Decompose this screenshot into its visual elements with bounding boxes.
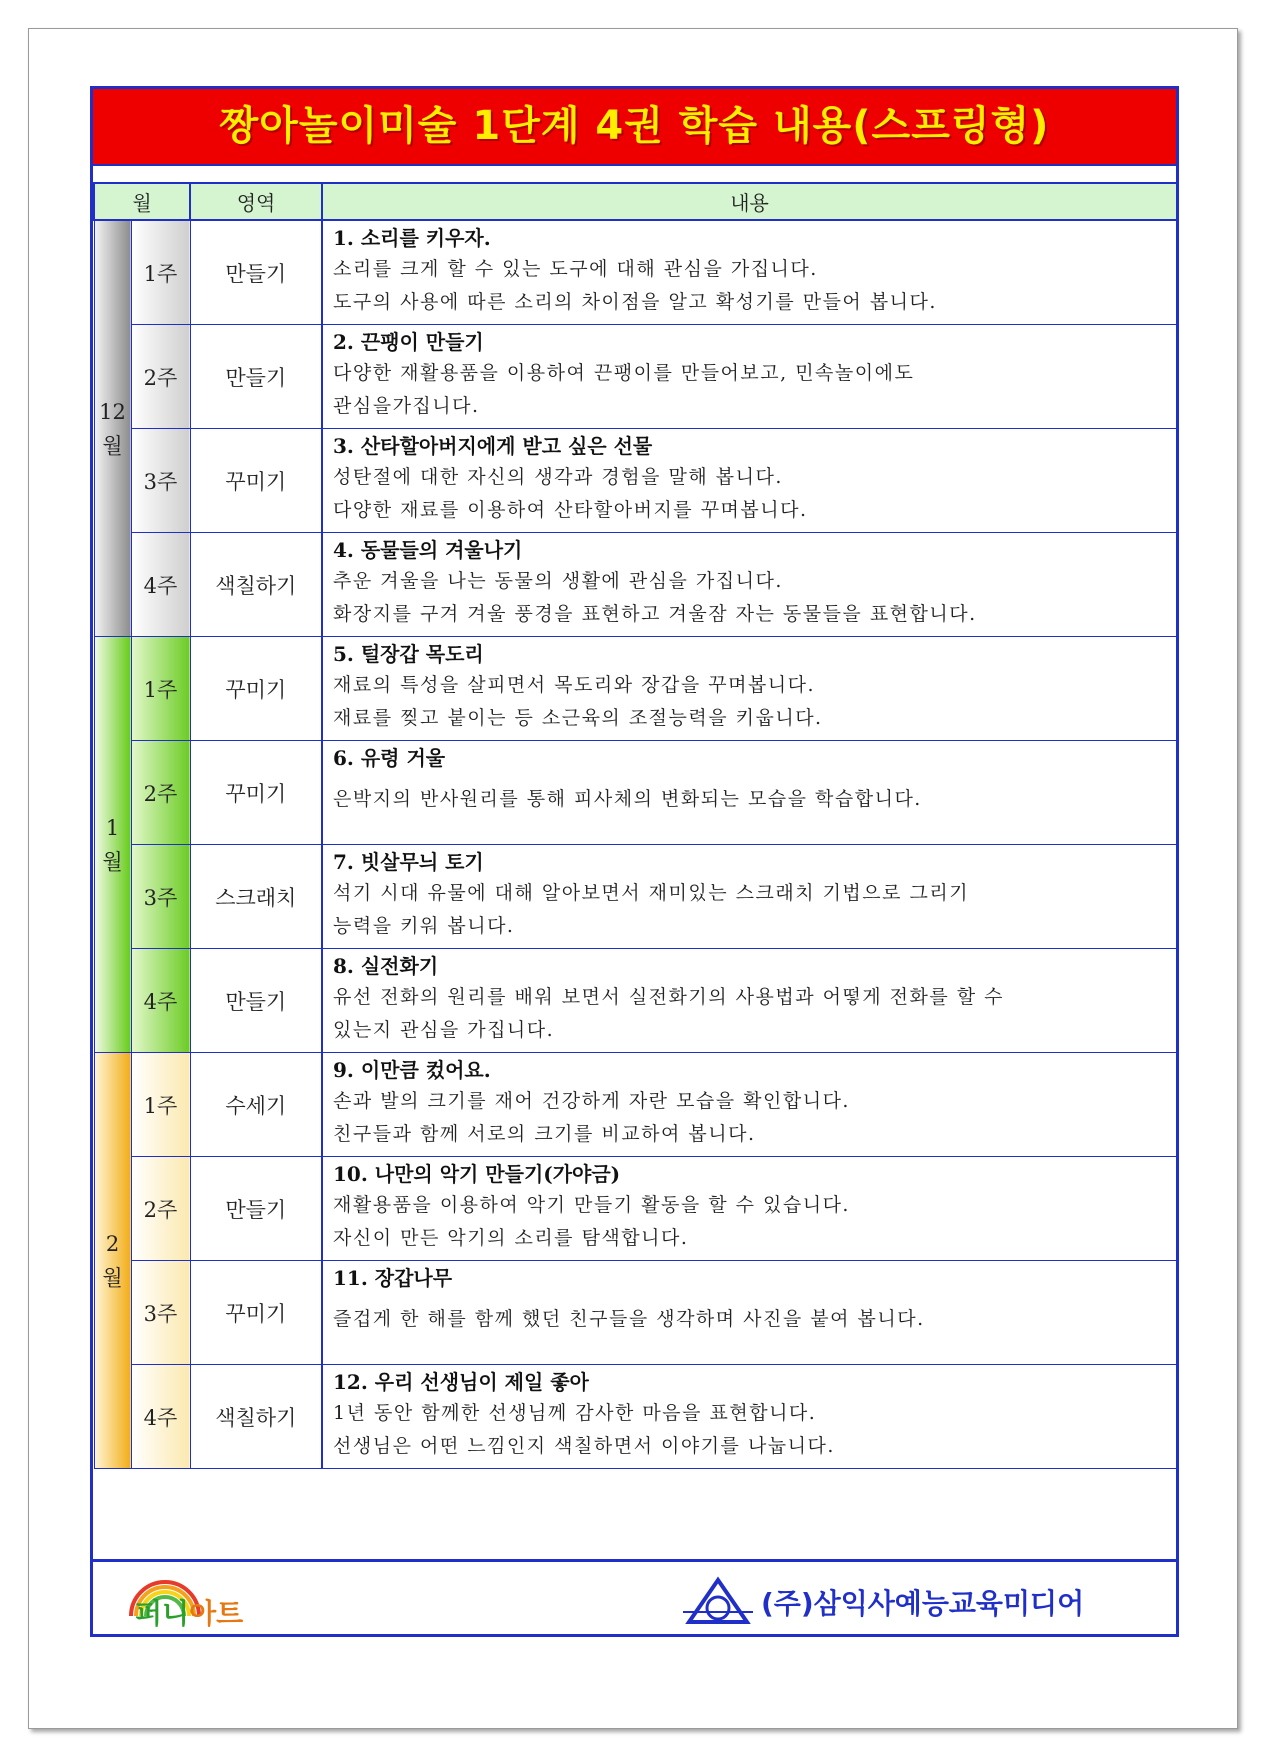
content-cell: [322, 220, 1177, 325]
lesson-title: 7. 빗살무늬 토기: [333, 850, 484, 874]
header-area: 영역: [190, 183, 322, 220]
table-row: [94, 741, 1177, 845]
area-cell: 꾸미기: [190, 429, 322, 533]
company-logo: [683, 1576, 1153, 1626]
content-cell: [322, 949, 1177, 1053]
table-row: [94, 429, 1177, 533]
table-row: [94, 1053, 1177, 1157]
lesson-description-line: 도구의 사용에 따른 소리의 차이점을 알고 확성기를 만들어 봅니다.: [333, 291, 937, 313]
lesson-title: 9. 이만큼 컸어요.: [333, 1058, 491, 1082]
content-cell: [322, 637, 1177, 741]
lesson-description-line: 재활용품을 이용하여 악기 만들기 활동을 할 수 있습니다.: [333, 1194, 850, 1216]
lesson-title: 5. 털장갑 목도리: [333, 642, 484, 666]
month-unit: 월: [102, 1265, 123, 1290]
lesson-description-line: 즐겁게 한 해를 함께 했던 친구들을 생각하며 사진을 붙여 봅니다.: [333, 1308, 925, 1330]
table-row: [94, 220, 1177, 325]
lesson-title: 8. 실전화기: [333, 954, 439, 978]
table-body: [94, 220, 1177, 1469]
footer: [93, 1559, 1176, 1637]
week-cell: 3주: [131, 429, 190, 533]
curriculum-sheet: [90, 86, 1179, 1637]
brand-part2: 아트: [189, 1597, 244, 1630]
month-cell: [94, 637, 131, 1053]
month-unit: 월: [102, 849, 123, 874]
table-row: [94, 637, 1177, 741]
header-content: 내용: [322, 183, 1177, 220]
content-cell: [322, 429, 1177, 533]
spacer: [333, 1293, 1176, 1303]
week-cell: 3주: [131, 1261, 190, 1365]
lesson-description-line: 은박지의 반사원리를 통해 피사체의 변화되는 모습을 학습합니다.: [333, 788, 922, 810]
lesson-description-line: 관심을가집니다.: [333, 395, 480, 417]
week-cell: 2주: [131, 741, 190, 845]
table-header-row: [94, 183, 1177, 220]
lesson-description-line: 있는지 관심을 가집니다.: [333, 1019, 555, 1041]
area-cell: 꾸미기: [190, 741, 322, 845]
document-title: 짱아놀이미술 1단계 4권 학습 내용(스프링형): [93, 89, 1176, 166]
lesson-title: 4. 동물들의 겨울나기: [333, 538, 523, 562]
week-cell: 1주: [131, 220, 190, 325]
lesson-description-line: 친구들과 함께 서로의 크기를 비교하여 봅니다.: [333, 1123, 756, 1145]
lesson-description-line: 석기 시대 유물에 대해 알아보면서 재미있는 스크래치 기법으로 그리기: [333, 882, 970, 904]
table-row: [94, 949, 1177, 1053]
content-cell: [322, 845, 1177, 949]
lesson-description-line: 다양한 재활용품을 이용하여 끈팽이를 만들어보고, 민속놀이에도: [333, 362, 915, 384]
brand-part1: 퍼니: [135, 1597, 190, 1630]
brand-name: [135, 1592, 243, 1632]
lesson-title: 2. 끈팽이 만들기: [333, 330, 484, 354]
week-cell: 4주: [131, 949, 190, 1053]
month-number: 1: [105, 815, 120, 840]
month-unit: 월: [102, 433, 123, 458]
lesson-description-line: 1년 동안 함께한 선생님께 감사한 마음을 표현합니다.: [333, 1402, 817, 1424]
month-number: 2: [105, 1231, 120, 1256]
lesson-title: 1. 소리를 키우자.: [333, 226, 491, 250]
lesson-description-line: 자신이 만든 악기의 소리를 탐색합니다.: [333, 1227, 689, 1249]
area-cell: 색칠하기: [190, 1365, 322, 1469]
month-number: 12: [99, 399, 126, 424]
content-cell: [322, 1157, 1177, 1261]
area-cell: 만들기: [190, 949, 322, 1053]
table-row: [94, 1157, 1177, 1261]
area-cell: 색칠하기: [190, 533, 322, 637]
lesson-title: 10. 나만의 악기 만들기(가야금): [333, 1162, 621, 1186]
table-row: [94, 845, 1177, 949]
month-cell: [94, 1053, 131, 1469]
lesson-description-line: 화장지를 구겨 겨울 풍경을 표현하고 겨울잠 자는 동물들을 표현합니다.: [333, 603, 977, 625]
lesson-description-line: 추운 겨울을 나는 동물의 생활에 관심을 가집니다.: [333, 570, 783, 592]
lesson-description-line: 손과 발의 크기를 재어 건강하게 자란 모습을 확인합니다.: [333, 1090, 850, 1112]
lesson-title: 12. 우리 선생님이 제일 좋아: [333, 1370, 589, 1394]
content-cell: [322, 1261, 1177, 1365]
table-row: [94, 533, 1177, 637]
triangle-emblem-icon: [683, 1576, 753, 1626]
table-row: [94, 1261, 1177, 1365]
week-cell: 3주: [131, 845, 190, 949]
lesson-description-line: 유선 전화의 원리를 배워 보면서 실전화기의 사용법과 어떻게 전화를 할 수: [333, 986, 1005, 1008]
area-cell: 만들기: [190, 1157, 322, 1261]
header-month: 월: [94, 183, 190, 220]
table-row: [94, 1365, 1177, 1469]
lesson-description-line: 능력을 키워 봅니다.: [333, 915, 515, 937]
lesson-title: 6. 유령 거울: [333, 746, 446, 770]
area-cell: 스크래치: [190, 845, 322, 949]
curriculum-table: [93, 182, 1178, 1469]
area-cell: 꾸미기: [190, 637, 322, 741]
content-cell: [322, 1053, 1177, 1157]
area-cell: 만들기: [190, 220, 322, 325]
week-cell: 2주: [131, 1157, 190, 1261]
week-cell: 4주: [131, 1365, 190, 1469]
company-name: (주)삼익사예능교육미디어: [761, 1587, 1085, 1620]
spacer: [333, 773, 1176, 783]
week-cell: 2주: [131, 325, 190, 429]
table-row: [94, 325, 1177, 429]
content-cell: [322, 741, 1177, 845]
area-cell: 수세기: [190, 1053, 322, 1157]
lesson-title: 3. 산타할아버지에게 받고 싶은 선물: [333, 434, 653, 458]
content-cell: [322, 1365, 1177, 1469]
week-cell: 1주: [131, 637, 190, 741]
lesson-description-line: 소리를 크게 할 수 있는 도구에 대해 관심을 가집니다.: [333, 258, 818, 280]
lesson-description-line: 재료를 찢고 붙이는 등 소근육의 조절능력을 키웁니다.: [333, 707, 823, 729]
lesson-title: 11. 장갑나무: [333, 1266, 453, 1290]
funnyart-logo: [123, 1574, 293, 1629]
lesson-description-line: 성탄절에 대한 자신의 생각과 경험을 말해 봅니다.: [333, 466, 783, 488]
month-cell: [94, 220, 131, 637]
lesson-description-line: 선생님은 어떤 느낌인지 색칠하면서 이야기를 나눕니다.: [333, 1435, 835, 1457]
lesson-description-line: 다양한 재료를 이용하여 산타할아버지를 꾸며봅니다.: [333, 499, 808, 521]
week-cell: 1주: [131, 1053, 190, 1157]
area-cell: 만들기: [190, 325, 322, 429]
area-cell: 꾸미기: [190, 1261, 322, 1365]
week-cell: 4주: [131, 533, 190, 637]
content-cell: [322, 533, 1177, 637]
content-cell: [322, 325, 1177, 429]
lesson-description-line: 재료의 특성을 살피면서 목도리와 장갑을 꾸며봅니다.: [333, 674, 816, 696]
